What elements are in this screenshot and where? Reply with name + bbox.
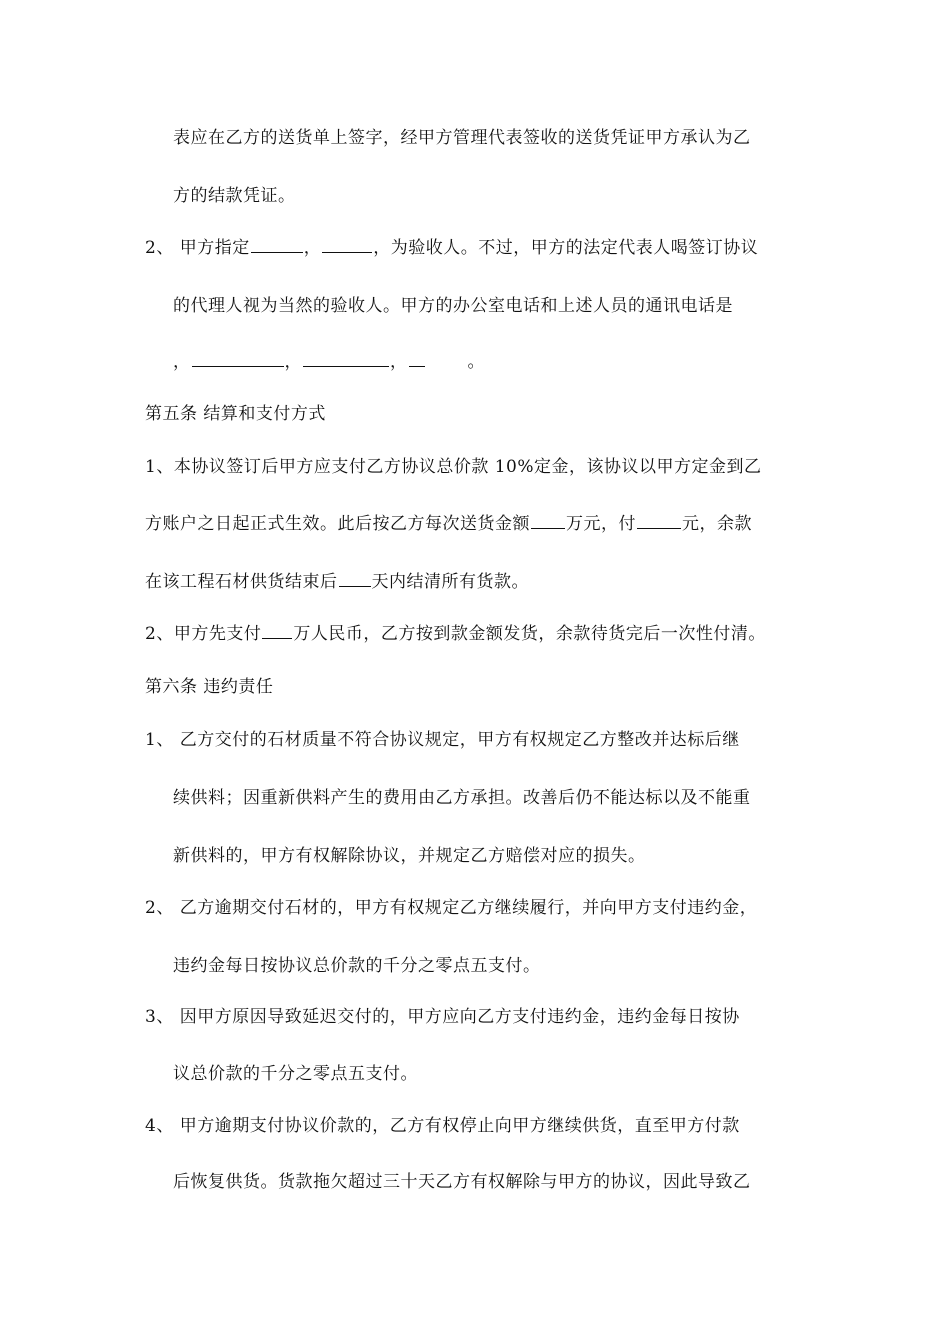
text-line: 方的结款凭证。 [173,186,296,206]
blank-underline [409,350,425,367]
text-line: 新供料的，甲方有权解除协议，并规定乙方赔偿对应的损失。 [173,846,646,866]
text-line: ， ， ， 。 [173,352,485,372]
text-line: 2、 乙方逾期交付石材的，甲方有权规定乙方继续履行，并向甲方支付违约金， [145,898,758,918]
blank-underline [637,512,681,529]
text-line: 2、甲方先支付 万人民币，乙方按到款金额发货，余款待货完后一次性付清。 [145,624,766,644]
section-heading: 第六条 违约责任 [145,677,274,697]
text-line: 2、 甲方指定 ， ，为验收人。不过，甲方的法定代表人喝签订协议 [145,238,759,258]
text-line: 1、本协议签订后甲方应支付乙方协议总价款 10%定金，该协议以甲方定金到乙 [145,457,762,477]
text-line: 议总价款的千分之零点五支付。 [173,1064,418,1084]
blank-underline [322,236,372,253]
text-line: 表应在乙方的送货单上签字，经甲方管理代表签收的送货凭证甲方承认为乙 [173,128,751,148]
text-line: 续供料；因重新供料产生的费用由乙方承担。改善后仍不能达标以及不能重 [173,788,751,808]
blank-underline [262,622,292,639]
blank-underline [339,570,371,587]
text-line: 的代理人视为当然的验收人。甲方的办公室电话和上述人员的通讯电话是 [173,296,733,316]
text-line: 违约金每日按协议总价款的千分之零点五支付。 [173,956,541,976]
text-line: 1、 乙方交付的石材质量不符合协议规定，甲方有权规定乙方整改并达标后继 [145,730,740,750]
blank-underline [303,350,389,367]
text-line: 在该工程石材供货结束后 天内结清所有货款。 [145,572,529,592]
blank-underline [192,350,284,367]
text-line: 3、 因甲方原因导致延迟交付的，甲方应向乙方支付违约金，违约金每日按协 [145,1007,740,1027]
blank-underline [251,236,303,253]
text-line: 后恢复供货。货款拖欠超过三十天乙方有权解除与甲方的协议，因此导致乙 [173,1172,751,1192]
section-heading: 第五条 结算和支付方式 [145,404,326,424]
blank-underline [531,512,565,529]
text-line: 4、 甲方逾期支付协议价款的，乙方有权停止向甲方继续供货，直至甲方付款 [145,1116,740,1136]
text-line: 方账户之日起正式生效。此后按乙方每次送货金额 万元，付 元，余款 [145,514,752,534]
